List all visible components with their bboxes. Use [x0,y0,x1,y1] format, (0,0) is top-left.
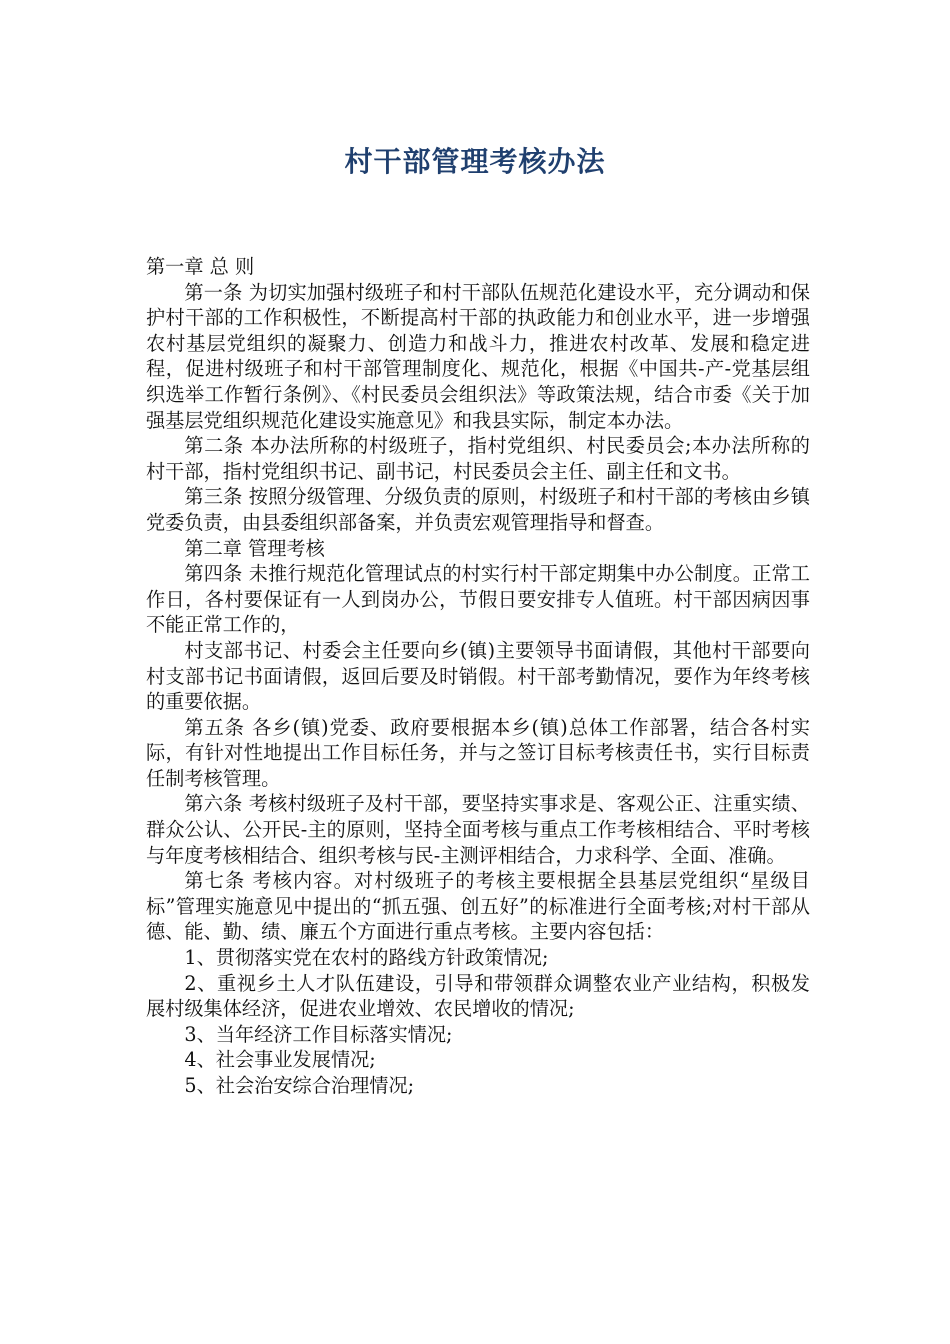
list-item: 3、当年经济工作目标落实情况; [184,1022,453,1046]
chapter-heading: 第二章 管理考核 [184,536,325,560]
article-paragraph: 第二条 本办法所称的村级班子，指村党组织、村民委员会;本办法所称的村干部，指村党组织书记、副书记，村民委员会主任、副主任和文书。 [146,434,810,483]
article-paragraph: 第三条 按照分级管理、分级负责的原则，村级班子和村干部的考核由乡镇党委负责，由县委组织部备案，并负责宏观管理指导和督查。 [146,485,810,534]
document-title: 村干部管理考核办法 [344,145,606,178]
article-paragraph: 第一条 为切实加强村级班子和村干部队伍规范化建设水平，充分调动和保护村干部的工作积极性，不断提高村干部的执政能力和创业水平，进一步增强农村基层党组织的凝聚力、创造力和战斗力，推进农村改革、发展和稳定进程，促进村级班子和村干部管理制度化、规范化，根据《中国共-产-党基层组织选举工作暂行条例》、《村民委员会组织法》等政策法规，结合市委《关于加强基层党组织规范化建设实施意见》和我县实际，制定本办法。 [146,280,810,432]
list-item: 1、贯彻落实党在农村的路线方针政策情况; [184,946,549,970]
chapter-heading: 第一章 总 则 [146,255,255,278]
article-paragraph: 第六条 考核村级班子及村干部，要坚持实事求是、客观公正、注重实绩、群众公认、公开民-主的原则，坚持全面考核与重点工作考核相结合、平时考核与年度考核相结合、组织考核与民-主测评相结合，力求科学、全面、准确。 [146,792,810,867]
article-paragraph: 第四条 未推行规范化管理试点的村实行村干部定期集中办公制度。正常工作日，各村要保证有一人到岗办公，节假日要安排专人值班。村干部因病因事不能正常工作的， [146,562,810,637]
list-item: 5、社会治安综合治理情况; [184,1074,415,1097]
article-paragraph: 村支部书记、村委会主任要向乡(镇)主要领导书面请假，其他村干部要向村支部书记书面请假，返回后要及时销假。村干部考勤情况，要作为年终考核的重要依据。 [146,638,810,714]
document-body [146,254,810,1099]
article-paragraph: 第五条 各乡(镇)党委、政府要根据本乡(镇)总体工作部署，结合各村实际，有针对性地提出工作目标任务，并与之签订目标考核责任书，实行目标责任制考核管理。 [146,715,810,790]
list-item: 2、重视乡土人才队伍建设，引导和带领群众调整农业产业结构，积极发展村级集体经济，促进农业增效、农民增收的情况; [146,971,810,1021]
article-paragraph: 第七条 考核内容。对村级班子的考核主要根据全县基层党组织“星级目标”管理实施意见中提出的“抓五强、创五好”的标准进行全面考核;对村干部从德、能、勤、绩、廉五个方面进行重点考核。主要内容包括： [146,869,810,944]
list-item: 4、社会事业发展情况; [184,1048,376,1072]
